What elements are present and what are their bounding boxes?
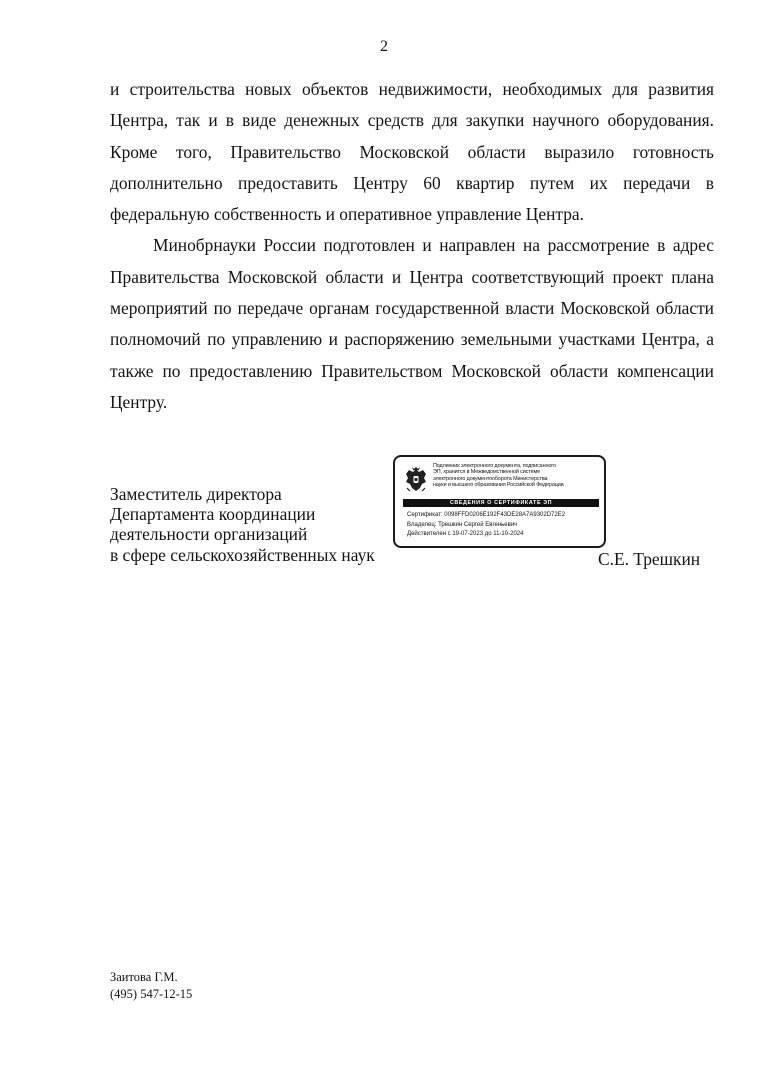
stamp-certificate-bar: СВЕДЕНИЯ О СЕРТИФИКАТЕ ЭП: [403, 499, 599, 507]
paragraph-2: Минобрнауки России подготовлен и направлен на рассмотрение в адрес Правительства Московской области и Центра соответствующий проект плана мероприятий по передаче органам государственной власти Московской области полномочий по управлению и распоряжению земельными участками Центра, а также по предоставлению Правительством Московской области компенсации Центру.: [110, 235, 714, 412]
stamp-owner: Владелец: Трешкин Сергей Евгеньевич: [407, 521, 518, 528]
stamp-validity: Действителен с 19-07-2023 до 11-10-2024: [407, 531, 524, 537]
executor-phone: (495) 547-12-15: [110, 987, 193, 1001]
stamp-header-line: ЭП, хранится в Межведомственной системе: [433, 469, 540, 476]
executor-name: Заитова Г.М.: [110, 970, 178, 984]
stamp-header-line: электронного документооборота Министерства: [433, 475, 548, 482]
signer-title-line: Департамента координации: [110, 504, 316, 525]
page-number: 2: [380, 38, 388, 55]
stamp-header-line: Подлинник электронного документа, подписанного: [433, 463, 556, 469]
electronic-signature-stamp: [393, 455, 606, 548]
signer-title-line: в сфере сельскохозяйственных наук: [110, 544, 375, 565]
stamp-header: [433, 463, 603, 488]
paragraph-1: и строительства новых объектов недвижимости, необходимых для развития Центра, так и в виде денежных средств для закупки научного оборудования. Кроме того, Правительство Московской области выразило готовность дополнительно предоставить Центру 60 квартир путем их передачи в федеральную собственность и оперативное управление Центра.: [110, 79, 714, 225]
signer-title: [110, 484, 375, 565]
stamp-header-line: науки и высшего образования Российской Федерации: [433, 481, 564, 488]
body-text: [110, 74, 714, 418]
stamp-certificate: Сертификат: 0098FFD0206E192F43DE28A7A9302D72E2: [407, 512, 566, 518]
signer-title-line: Заместитель директора: [110, 484, 282, 504]
signer-title-line: деятельности организаций: [110, 524, 308, 545]
signer-name: С.Е. Трешкин: [598, 549, 701, 569]
contact-block: [110, 969, 192, 1003]
coat-of-arms-icon: [403, 466, 429, 494]
stamp-details: [407, 511, 601, 540]
